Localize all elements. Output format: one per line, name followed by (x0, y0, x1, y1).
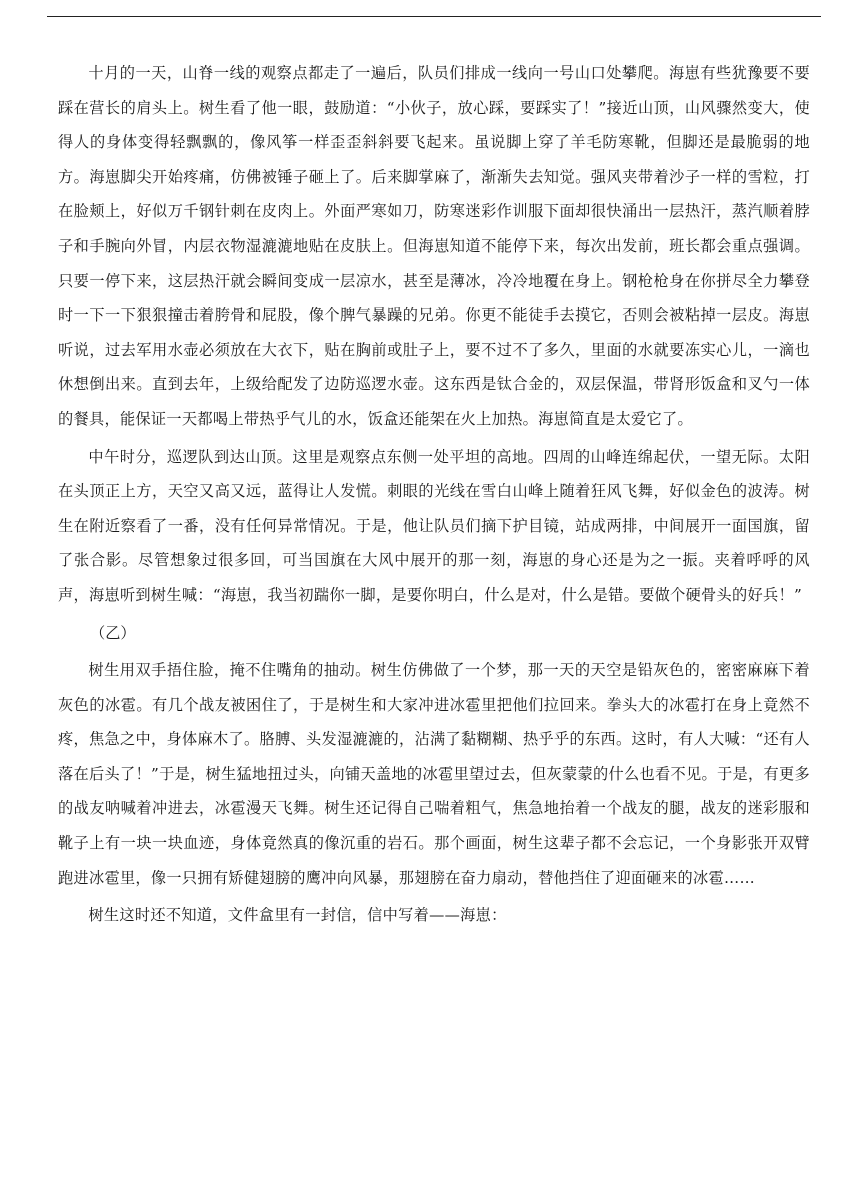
paragraph: 树生这时还不知道，文件盒里有一封信，信中写着——海崽： (88, 906, 507, 925)
paragraph: 十月的一天，山脊一线的观察点都走了一遍后，队员们排成一线向一号山口处攀爬。海崽有些犹豫要不要踩在营长的肩头上。树生看了他一眼，鼓励道：“小伙子，放心踩，要踩实了！”接近山顶，山风骤然变大，使得人的身体变得轻飘飘的，像风筝一样歪歪斜斜要飞起来。虽说脚上穿了羊毛防寒靴，但脚还是最脆弱的地方。海崽脚尖开始疼痛，仿佛被锤子砸上了。后来脚掌麻了，渐渐失去知觉。强风夹带着沙子一样的雪粒，打在脸颊上，好似万千钢针刺在皮肉上。外面严寒如刀，防寒迷彩作训服下面却很快涌出一层热汗，蒸汽顺着脖子和手腕向外冒，内层衣物湿漉漉地贴在皮肤上。但海崽知道不能停下来，每次出发前，班长都会重点强调。只要一停下来，这层热汗就会瞬间变成一层凉水，甚至是薄冰，冷冷地覆在身上。钢枪枪身在你拼尽全力攀登时一下一下狠狠撞击着胯骨和屁股，像个脾气暴躁的兄弟。你更不能徒手去摸它，否则会被粘掉一层皮。海崽听说，过去军用水壶必须放在大衣下，贴在胸前或肚子上，要不过不了多久，里面的水就要冻实心儿，一滴也休想倒出来。直到去年，上级给配发了边防巡逻水壶。这东西是钛合金的，双层保温，带肾形饭盒和叉勺一体的餐具，能保证一天都喝上带热乎气儿的水，饭盒还能架在火上加热。海崽简直是太爱它了。 (58, 64, 810, 428)
header-rule (47, 16, 821, 17)
document-body (58, 56, 810, 933)
paragraph: 树生用双手捂住脸，掩不住嘴角的抽动。树生仿佛做了一个梦，那一天的天空是铅灰色的，密密麻麻下着灰色的冰雹。有几个战友被困住了，于是树生和大家冲进冰雹里把他们拉回来。拳头大的冰雹打在身上竟然不疼，焦急之中，身体麻木了。胳膊、头发湿漉漉的，沾满了黏糊糊、热乎乎的东西。这时，有人大喊：“还有人落在后头了！”于是，树生猛地扭过头，向铺天盖地的冰雹里望过去，但灰蒙蒙的什么也看不见。于是，有更多的战友呐喊着冲进去，冰雹漫天飞舞。树生还记得自己喘着粗气，焦急地抬着一个战友的腿，战友的迷彩服和靴子上有一块一块血迹，身体竟然真的像沉重的岩石。那个画面，树生这辈子都不会忘记，一个身影张开双臂跑进冰雹里，像一只拥有矫健翅膀的鹰冲向风暴，那翅膀在奋力扇动，替他挡住了迎面砸来的冰雹…… (58, 661, 810, 887)
paragraph: 中午时分，巡逻队到达山顶。这里是观察点东侧一处平坦的高地。四周的山峰连绵起伏，一望无际。太阳在头顶正上方，天空又高又远，蓝得让人发慌。刺眼的光线在雪白山峰上随着狂风飞舞，好似金色的波涛。树生在附近察看了一番，没有任何异常情况。于是，他让队员们摘下护目镜，站成两排，中间展开一面国旗，留了张合影。尽管想象过很多回，可当国旗在大风中展开的那一刻，海崽的身心还是为之一振。夹着呼呼的风声，海崽听到树生喊：“海崽，我当初踹你一脚，是要你明白，什么是对，什么是错。要做个硬骨头的好兵！” (58, 447, 810, 604)
section-label: （乙） (90, 623, 136, 642)
